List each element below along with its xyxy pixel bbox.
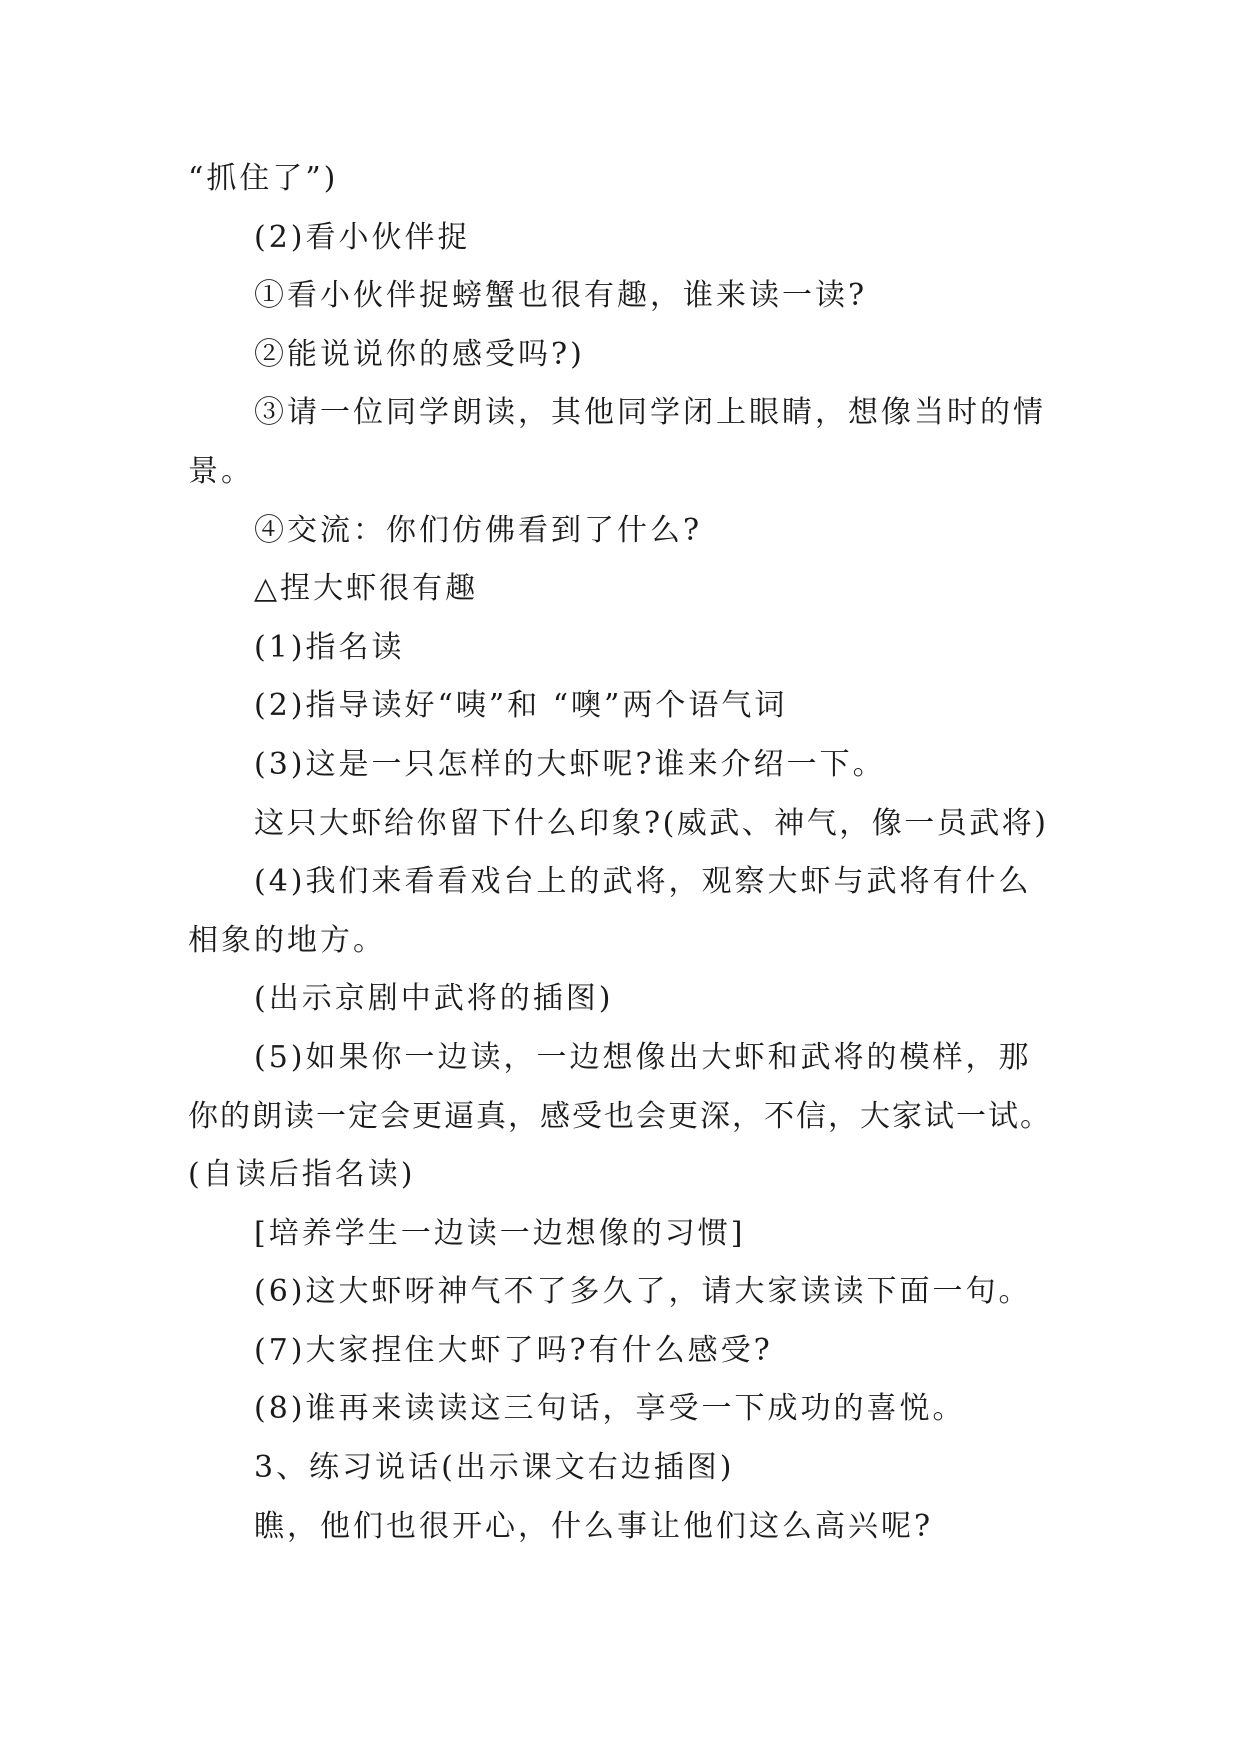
text-line-1: “抓住了”) (188, 161, 339, 196)
text-line-20: (6)这大虾呀神气不了多久了，请大家读读下面一句。 (254, 1274, 1032, 1310)
text-line-5: ③请一位同学朗读，其他同学闭上眼睛，想像当时的情 (254, 395, 1046, 431)
text-line-11: (3)这是一只怎样的大虾呢?谁来介绍一下。 (254, 746, 886, 782)
text-line-22: (8)谁再来读读这三句话，享受一下成功的喜悦。 (254, 1391, 966, 1427)
text-line-8: △捏大虾很有趣 (254, 571, 479, 607)
text-line-24: 瞧，他们也很开心，什么事让他们这么高兴呢? (254, 1508, 934, 1544)
text-line-2: (2)看小伙伴捉 (254, 219, 471, 255)
text-line-21: (7)大家捏住大虾了吗?有什么感受? (254, 1332, 773, 1368)
text-line-12: 这只大虾给你留下什么印象?(威武、神气，像一员武将) (254, 805, 1049, 841)
text-line-16: (5)如果你一边读，一边想像出大虾和武将的模样，那 (254, 1039, 1032, 1075)
text-line-6: 景。 (188, 453, 254, 489)
text-line-19: [培养学生一边读一边想像的习惯] (254, 1215, 746, 1251)
document-page (188, 150, 1054, 1556)
text-line-14: 相象的地方。 (188, 922, 386, 958)
text-line-17: 你的朗读一定会更逼真，感受也会更深，不信，大家试一试。 (188, 1098, 1052, 1134)
text-line-23: 3、练习说话(出示课文右边插图) (254, 1450, 735, 1486)
text-line-4: ②能说说你的感受吗?) (254, 336, 585, 372)
text-line-15: (出示京剧中武将的插图) (254, 981, 614, 1017)
text-line-10: (2)指导读好“咦”和 “噢”两个语气词 (254, 688, 788, 724)
text-line-13: (4)我们来看看戏台上的武将，观察大虾与武将有什么 (254, 864, 1032, 900)
text-line-7: ④交流：你们仿佛看到了什么? (254, 512, 703, 548)
text-line-9: (1)指名读 (254, 629, 405, 665)
text-line-18: (自读后指名读) (188, 1157, 416, 1193)
text-line-3: ①看小伙伴捉螃蟹也很有趣，谁来读一读? (254, 278, 868, 314)
